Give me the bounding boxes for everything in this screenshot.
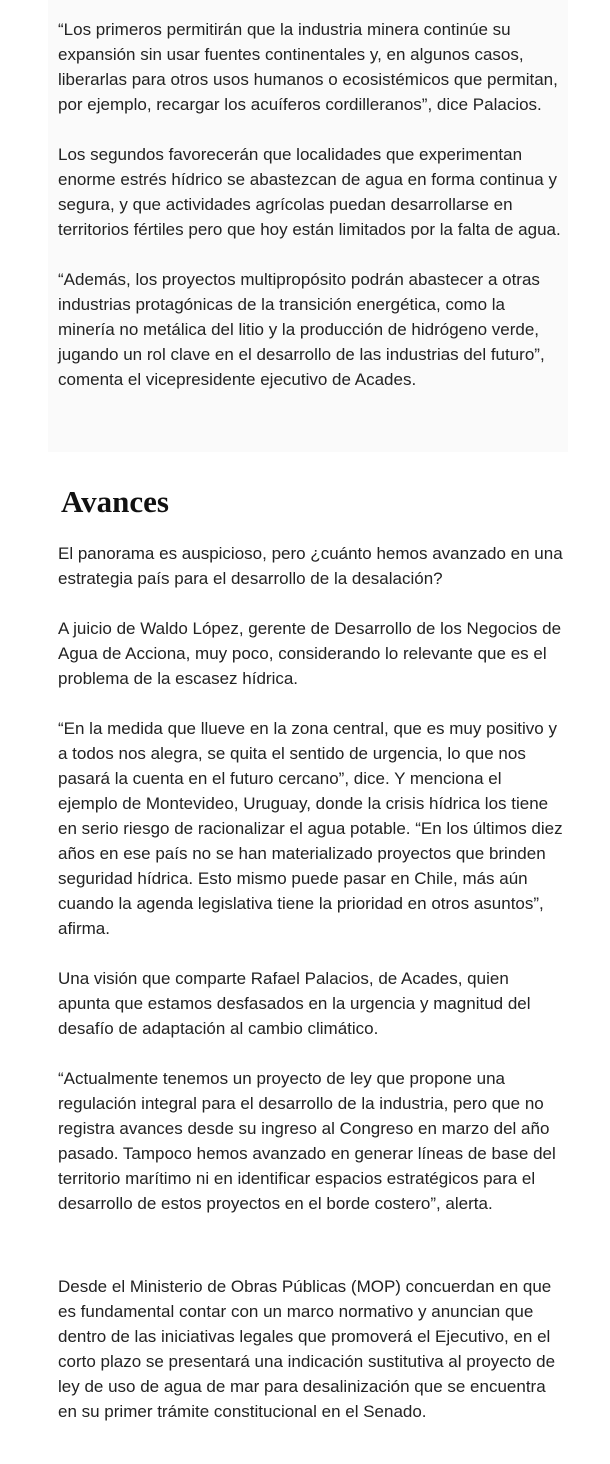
article-intro-block <box>58 17 564 392</box>
article-paragraph: Desde el Ministerio de Obras Públicas (MOP) concuerdan en que es fundamental contar con un marco normativo y anuncian que dentro de las iniciativas legales que promoverá el Ejecutivo, en el corto plazo se presentará una indicación sustitutiva al proyecto de ley de uso de agua de mar para desalinización que se encuentra en su primer trámite constitucional en el Senado. <box>58 1277 556 1421</box>
article-paragraph: “En la medida que llueve en la zona central, que es muy positivo y a todos nos alegra, se quita el sentido de urgencia, lo que nos pasará la cuenta en el futuro cercano”, dice. Y menciona el ejemplo de Montevideo, Uruguay, donde la crisis hídrica los tiene en serio riesgo de racionalizar el agua potable. “En los últimos diez años en ese país no se han materializado proyectos que brinden seguridad hídrica. Esto mismo puede pasar en Chile, más aún cuando la agenda legislativa tiene la prioridad en otros asuntos”, afirma. <box>58 719 563 938</box>
section-heading: Avances <box>61 484 169 519</box>
article-paragraph: “Además, los proyectos multipropósito podrán abastecer a otras industrias protagónicas de la transición energética, como la minería no metálica del litio y la producción de hidrógeno verde, jugando un rol clave en el desarrollo de las industrias del futuro”, comenta el vicepresidente ejecutivo de Acades. <box>58 270 545 389</box>
article-paragraph: Los segundos favorecerán que localidades que experimentan enorme estrés hídrico se abastezcan de agua en forma continua y segura, y que actividades agrícolas puedan desarrollarse en territorios fértiles pero que hoy están limitados por la falta de agua. <box>58 145 561 239</box>
article-paragraph: El panorama es auspicioso, pero ¿cuánto hemos avanzado en una estrategia país para el desarrollo de la desalación? <box>58 544 563 588</box>
article-paragraph: “Los primeros permitirán que la industria minera continúe su expansión sin usar fuentes continentales y, en algunos casos, liberarlas para otros usos humanos o ecosistémicos que permitan, por ejemplo, recargar los acuíferos cordilleranos”, dice Palacios. <box>58 20 558 114</box>
article-paragraph: A juicio de Waldo López, gerente de Desarrollo de los Negocios de Agua de Acciona, muy poco, considerando lo relevante que es el problema de la escasez hídrica. <box>58 619 562 688</box>
article-section-block <box>58 541 564 1216</box>
article-paragraph: Una visión que comparte Rafael Palacios, de Acades, quien apunta que estamos desfasados en la urgencia y magnitud del desafío de adaptación al cambio climático. <box>58 969 531 1038</box>
article-final-block <box>58 1274 564 1424</box>
article-paragraph: “Actualmente tenemos un proyecto de ley que propone una regulación integral para el desarrollo de la industria, pero que no registra avances desde su ingreso al Congreso en marzo del año pasado. Tampoco hemos avanzado en generar líneas de base del territorio marítimo ni en identificar espacios estratégicos para el desarrollo de estos proyectos en el borde costero”, alerta. <box>58 1069 556 1213</box>
